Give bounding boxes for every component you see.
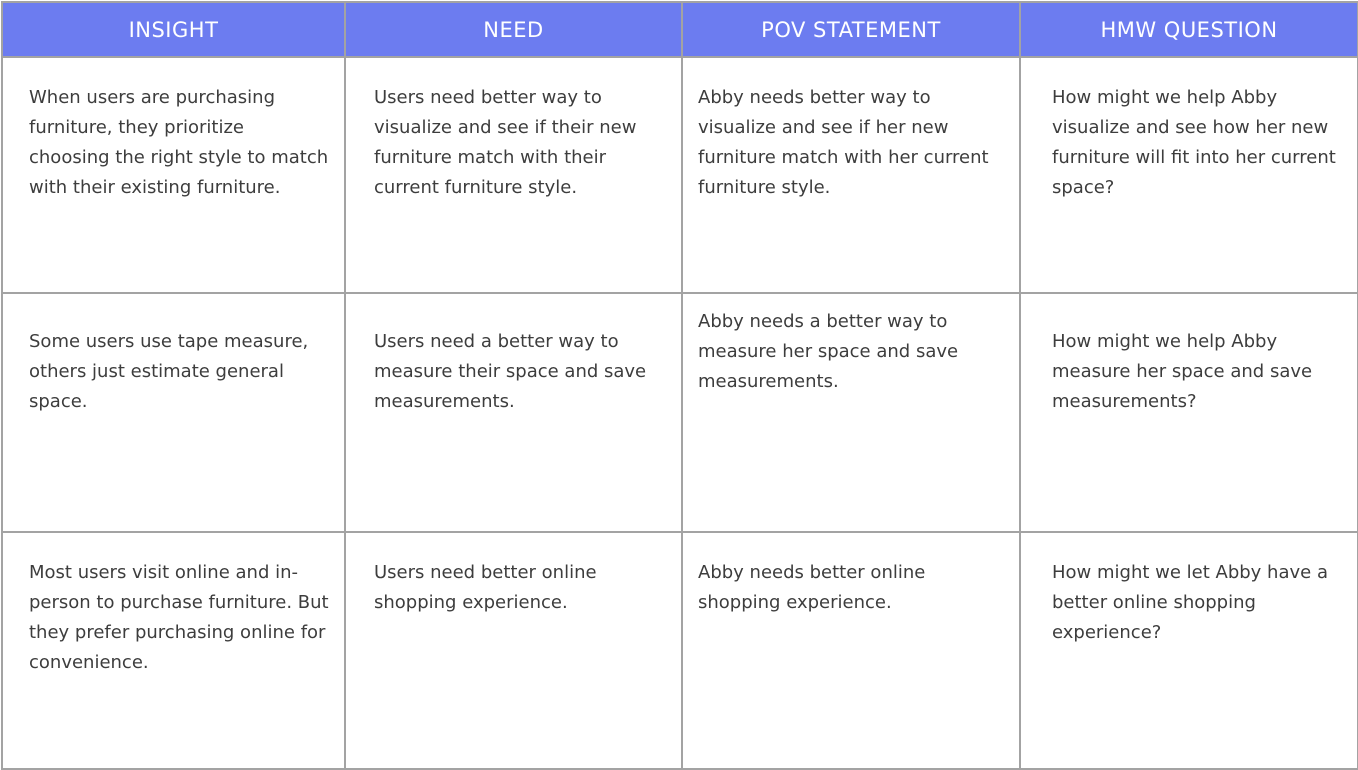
need-cell: Users need better way to visualize and see if their new furniture match with their current furniture style.	[345, 57, 682, 293]
header-row	[2, 2, 1358, 57]
pov-cell: Abby needs better way to visualize and see if her new furniture match with her current furniture style.	[682, 57, 1020, 293]
hmw-cell: How might we let Abby have a better online shopping experience?	[1020, 532, 1358, 769]
need-cell: Users need better online shopping experience.	[345, 532, 682, 769]
insight-cell: When users are purchasing furniture, they prioritize choosing the right style to match with their existing furniture.	[2, 57, 345, 293]
need-cell: Users need a better way to measure their space and save measurements.	[345, 293, 682, 532]
column-header-hmw-question: HMW QUESTION	[1020, 2, 1358, 57]
column-header-need: NEED	[345, 2, 682, 57]
insight-cell: Most users visit online and in-person to purchase furniture. But they prefer purchasing online for convenience.	[2, 532, 345, 769]
table-row	[2, 57, 1358, 293]
insight-cell: Some users use tape measure, others just estimate general space.	[2, 293, 345, 532]
table-row	[2, 293, 1358, 532]
pov-cell: Abby needs a better way to measure her space and save measurements.	[682, 293, 1020, 532]
table-row	[2, 532, 1358, 769]
hmw-cell: How might we help Abby measure her space and save measurements?	[1020, 293, 1358, 532]
column-header-pov-statement: POV STATEMENT	[682, 2, 1020, 57]
insight-need-pov-hmw-table	[1, 1, 1358, 770]
hmw-cell: How might we help Abby visualize and see how her new furniture will fit into her current space?	[1020, 57, 1358, 293]
pov-cell: Abby needs better online shopping experience.	[682, 532, 1020, 769]
column-header-insight: INSIGHT	[2, 2, 345, 57]
